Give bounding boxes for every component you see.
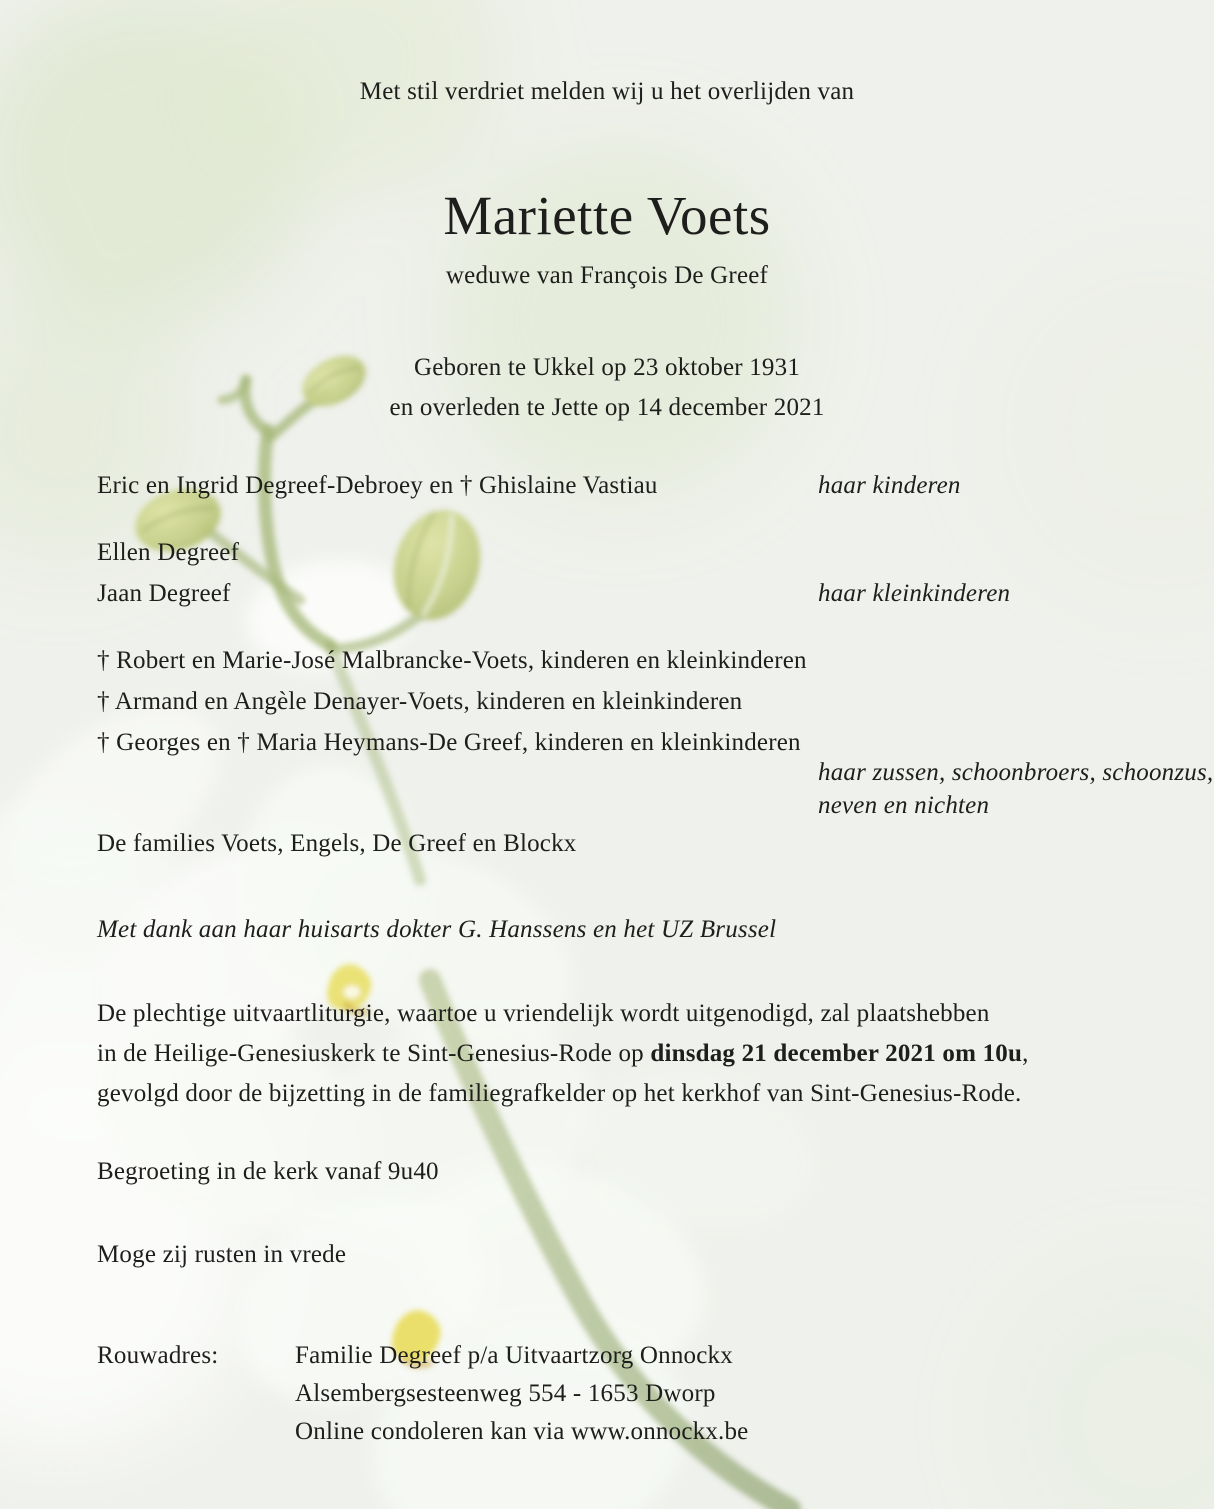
family-row-grandchild-1: Ellen Degreef <box>97 539 240 566</box>
mourning-address-line-1: Familie Degreef p/a Uitvaartzorg Onnockx <box>295 1342 733 1369</box>
funeral-line-3: gevolgd door de bijzetting in de familiegrafkelder op het kerkhof van Sint-Genesius-Rode. <box>97 1080 1022 1107</box>
family-row-sibling-1: † Robert en Marie-José Malbrancke-Voets, kinderen en kleinkinderen <box>97 647 807 674</box>
family-row-children: Eric en Ingrid Degreef-Debroey en † Ghislaine Vastiau <box>97 472 658 499</box>
relation-label-grandchildren: haar kleinkinderen <box>818 580 1011 607</box>
rest-in-peace-line: Moge zij rusten in vrede <box>97 1241 347 1268</box>
greeting-line: Begroeting in de kerk vanaf 9u40 <box>97 1158 439 1185</box>
relationship-line: weduwe van François De Greef <box>445 262 769 289</box>
death-line: en overleden te Jette op 14 december 2021 <box>389 394 825 421</box>
relation-label-relatives-line1: haar zussen, schoonbroers, schoonzus, <box>818 759 1214 786</box>
funeral-line-2-prefix: in de Heilige-Genesiuskerk te Sint-Genesius-Rode op <box>97 1040 651 1067</box>
birth-line: Geboren te Ukkel op 23 oktober 1931 <box>413 354 801 381</box>
deceased-name: Mariette Voets <box>443 185 771 246</box>
funeral-line-1: De plechtige uitvaartliturgie, waartoe u vriendelijk wordt uitgenodigd, zal plaatshebben <box>97 1000 990 1027</box>
thanks-line: Met dank aan haar huisarts dokter G. Hanssens en het UZ Brussel <box>97 916 777 943</box>
funeral-date-time: dinsdag 21 december 2021 om 10u <box>650 1040 1023 1067</box>
relation-label-children: haar kinderen <box>818 472 961 499</box>
mourning-address-label: Rouwadres: <box>97 1342 219 1369</box>
mourning-address-line-3: Online condoleren kan via www.onnockx.be <box>295 1418 749 1445</box>
family-row-sibling-2: † Armand en Angèle Denayer-Voets, kinderen en kleinkinderen <box>97 688 743 715</box>
mourning-address-line-2: Alsembergsesteenweg 554 - 1653 Dworp <box>295 1380 716 1407</box>
funeral-line-2-suffix: , <box>1022 1040 1029 1067</box>
families-line: De families Voets, Engels, De Greef en Blockx <box>97 830 577 857</box>
family-row-grandchild-2: Jaan Degreef <box>97 580 231 607</box>
intro-line: Met stil verdriet melden wij u het overlijden van <box>359 78 855 105</box>
family-row-sibling-3: † Georges en † Maria Heymans-De Greef, kinderen en kleinkinderen <box>97 729 801 756</box>
funeral-line-2 <box>97 1038 1029 1069</box>
relation-label-relatives-line2: neven en nichten <box>818 792 990 819</box>
